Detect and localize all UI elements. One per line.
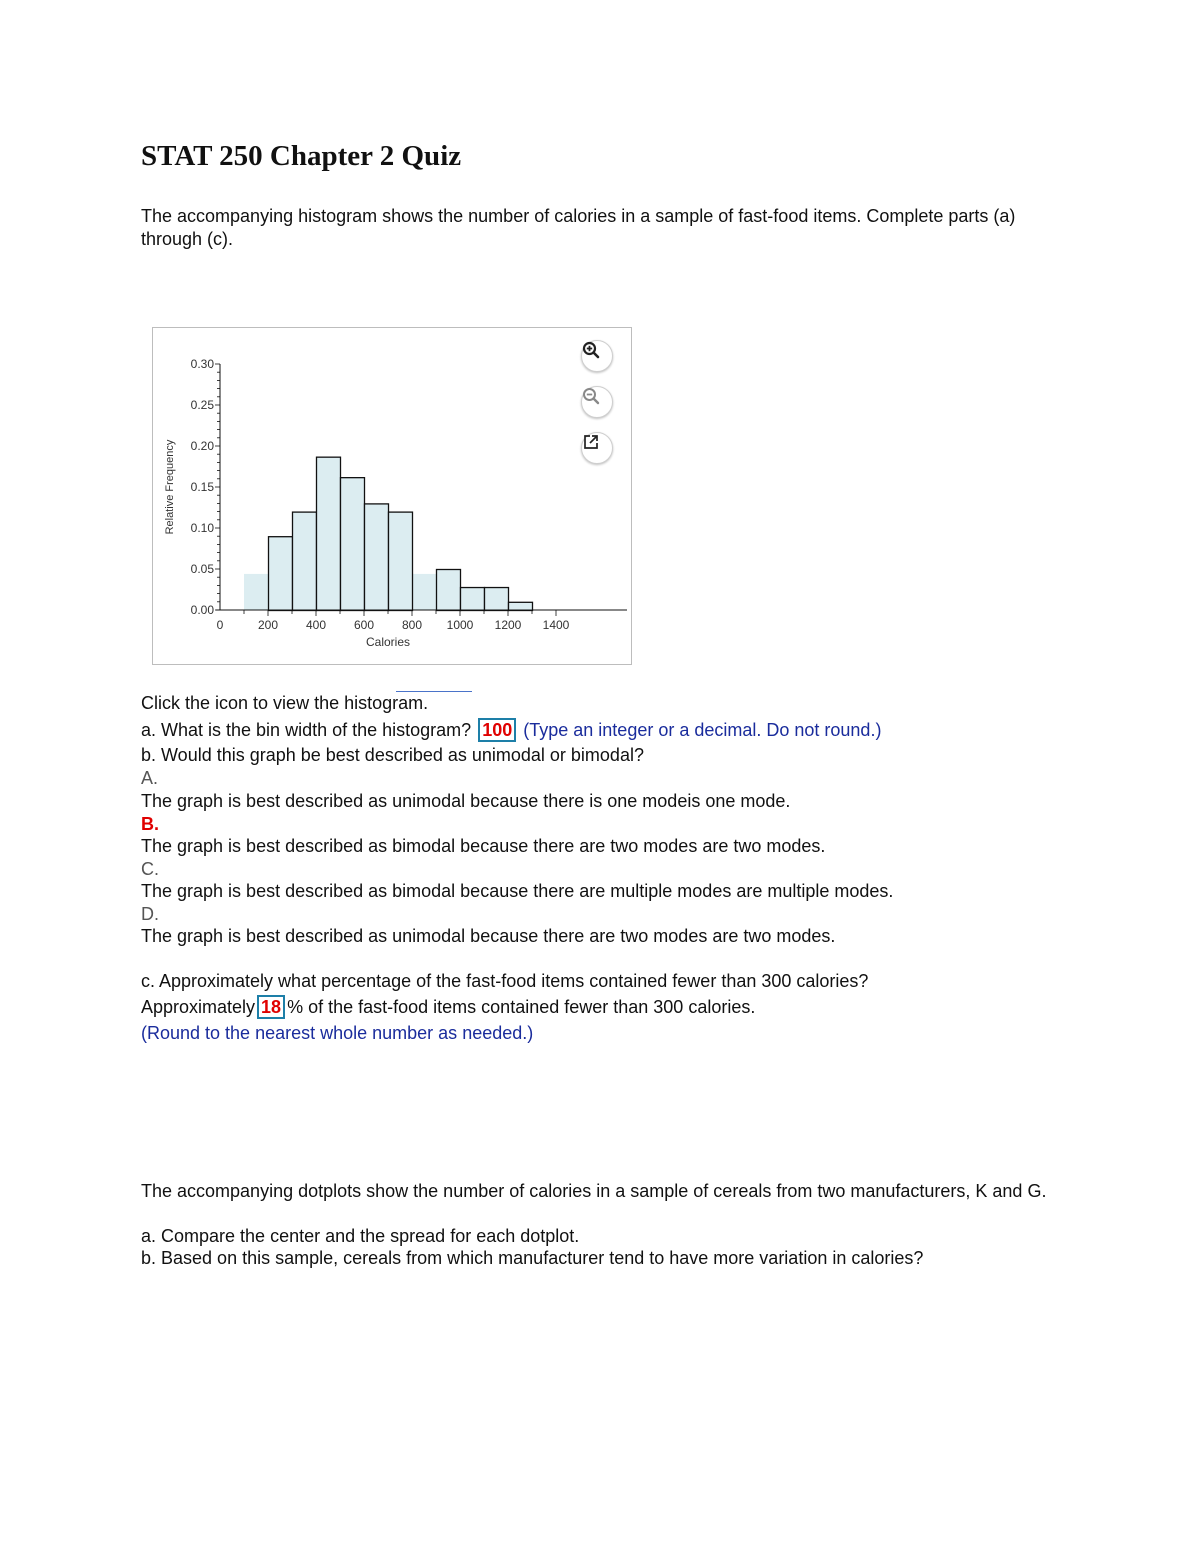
- option-d-letter[interactable]: D.: [141, 904, 159, 924]
- option-b-letter[interactable]: B.: [141, 814, 159, 834]
- x-tick-label: 1400: [542, 618, 570, 632]
- x-tick-label: 1000: [446, 618, 474, 632]
- option-c-letter[interactable]: C.: [141, 859, 159, 879]
- y-tick-label: 0.25: [190, 398, 214, 412]
- question-2-intro: The accompanying dotplots show the number of calories in a sample of cereals from two manufacturers, K and G.: [141, 1181, 1047, 1201]
- part-b-question: b. Would this graph be best described as unimodal or bimodal?: [141, 745, 644, 765]
- option-a-letter[interactable]: A.: [141, 768, 159, 788]
- x-tick-label: 600: [353, 618, 375, 632]
- y-tick-label: 0.20: [190, 439, 214, 453]
- question-1-intro: The accompanying histogram shows the number of calories in a sample of fast-food items. Complete parts (a) through (c).: [141, 206, 1016, 249]
- histogram-shaded-bar: [412, 574, 436, 610]
- histogram-shaded-bar: [244, 574, 268, 610]
- histogram-bar: [269, 537, 293, 611]
- y-tick-label: 0.05: [190, 562, 214, 576]
- option-b-text[interactable]: The graph is best described as bimodal because there are two modes are two modes.: [141, 836, 826, 856]
- histogram-bar: [485, 588, 509, 611]
- histogram-bar: [365, 504, 389, 611]
- y-tick-label: 0.30: [190, 357, 214, 371]
- zoom-in-icon: [582, 341, 600, 359]
- histogram-bar: [461, 588, 485, 611]
- x-tick-label: 1200: [494, 618, 522, 632]
- y-axis-label: Relative Frequency: [164, 439, 176, 535]
- option-c-text[interactable]: The graph is best described as bimodal because there are multiple modes are multiple modes.: [141, 881, 894, 901]
- part-c-answer-row: [141, 995, 755, 1019]
- histogram-bar: [509, 602, 533, 610]
- x-tick-label: 800: [401, 618, 423, 632]
- histogram-bar: [341, 478, 365, 611]
- histogram-chart: [153, 328, 631, 664]
- page-title: STAT 250 Chapter 2 Quiz: [141, 140, 462, 172]
- question-2-part-a: a. Compare the center and the spread for each dotplot.: [141, 1226, 580, 1246]
- part-c-question: c. Approximately what percentage of the fast-food items contained fewer than 300 calories?: [141, 971, 869, 991]
- x-axis-label: Calories: [365, 635, 411, 649]
- x-tick-label: 200: [257, 618, 279, 632]
- zoom-in-button[interactable]: [581, 340, 613, 372]
- part-c-answer-box[interactable]: 18: [257, 995, 285, 1019]
- part-a-answer-box[interactable]: 100: [478, 718, 516, 742]
- question-2-part-b: b. Based on this sample, cereals from which manufacturer tend to have more variation in calories?: [141, 1248, 924, 1268]
- y-tick-label: 0.00: [190, 603, 214, 617]
- external-link-icon: [582, 433, 600, 451]
- x-tick-label: 400: [305, 618, 327, 632]
- part-a-hint: (Type an integer or a decimal. Do not round.): [523, 720, 882, 740]
- click-instruction: Click the icon to view the histogram.: [141, 693, 429, 713]
- x-tick-label: 0: [216, 618, 224, 632]
- y-tick-label: 0.15: [190, 480, 214, 494]
- histogram-bar: [437, 570, 461, 611]
- zoom-out-icon: [582, 387, 600, 405]
- histogram-bar: [317, 457, 341, 610]
- histogram-bar: [293, 512, 317, 610]
- option-a-text[interactable]: The graph is best described as unimodal because there is one modeis one mode.: [141, 791, 791, 811]
- histogram-bar: [389, 512, 413, 610]
- part-a-row: [141, 718, 881, 742]
- y-tick-label: 0.10: [190, 521, 214, 535]
- zoom-out-button[interactable]: [581, 386, 613, 418]
- option-d-text[interactable]: The graph is best described as unimodal because there are two modes are two modes.: [141, 926, 836, 946]
- part-c-hint: (Round to the nearest whole number as needed.): [141, 1023, 534, 1043]
- histogram-figure: [152, 327, 632, 665]
- part-a-question: a. What is the bin width of the histogram?: [141, 720, 472, 740]
- open-external-button[interactable]: [581, 432, 613, 464]
- part-c-prefix: Approximately: [141, 997, 256, 1017]
- part-c-suffix: % of the fast-food items contained fewer than 300 calories.: [287, 997, 756, 1017]
